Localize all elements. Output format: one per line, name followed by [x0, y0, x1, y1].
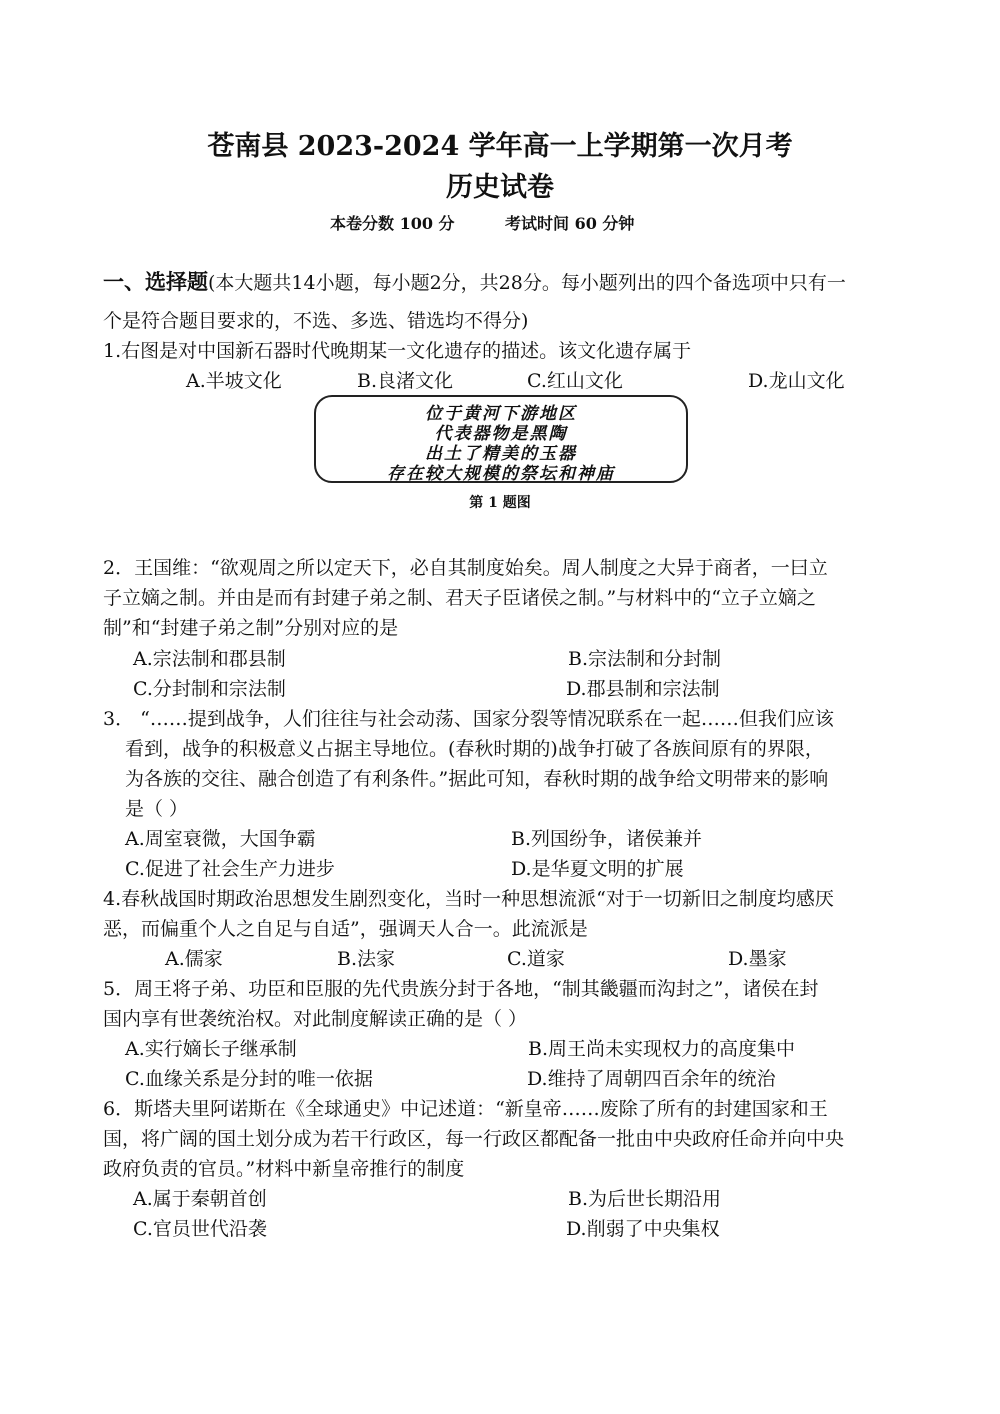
question-2-line-1: 2．王国维：“欲观周之所以定天下，必自其制度始矣。周人制度之大异于商者，一曰立 — [103, 557, 828, 579]
figure-line-4: 存在较大规模的祭坛和神庙 — [387, 464, 615, 484]
question-3-line-2: 看到，战争的积极意义占据主导地位。(春秋时期的)战争打破了各族间原有的界限， — [125, 738, 824, 760]
question-1-option-b: B.良渚文化 — [357, 370, 454, 392]
question-2-line-2: 子立嫡之制。并由是而有封建子弟之制、君天子臣诸侯之制。”与材料中的“立子立嫡之 — [103, 587, 816, 609]
question-1-figure-box — [314, 395, 688, 483]
question-1-option-c: C.红山文化 — [527, 370, 623, 392]
question-5-line-2: 国内享有世袭统治权。对此制度解读正确的是（ ） — [103, 1008, 528, 1030]
question-1-option-a: A.半坡文化 — [186, 370, 282, 392]
question-5-option-b: B.周王尚未实现权力的高度集中 — [528, 1038, 796, 1060]
question-4-line-1: 4.春秋战国时期政治思想发生剧烈变化，当时一种思想流派“对于一切新旧之制度均感厌 — [103, 888, 834, 910]
question-4-line-2: 恶，而偏重个人之自足与自适”，强调天人合一。此流派是 — [103, 918, 588, 940]
question-6-line-1: 6．斯塔夫里阿诺斯在《全球通史》中记述道：“新皇帝……废除了所有的封建国家和王 — [103, 1098, 828, 1120]
question-6-option-a: A.属于秦朝首创 — [133, 1188, 267, 1210]
question-3-option-a: A.周室衰微，大国争霸 — [125, 828, 316, 850]
question-2-line-3: 制”和“封建子弟之制”分别对应的是 — [103, 617, 399, 639]
question-5-line-1: 5．周王将子弟、功臣和臣服的先代贵族分封于各地，“制其畿疆而沟封之”，诸侯在封 — [103, 978, 819, 1000]
question-6-option-d: D.削弱了中央集权 — [566, 1218, 720, 1240]
exam-score: 本卷分数 100 分 — [330, 214, 455, 233]
question-3-option-d: D.是华夏文明的扩展 — [511, 858, 684, 880]
question-6-option-c: C.官员世代沿袭 — [133, 1218, 267, 1240]
section-heading: 一、选择题 — [103, 269, 208, 294]
question-5-option-c: C.血缘关系是分封的唯一依据 — [125, 1068, 373, 1090]
section-intro-line-2: 个是符合题目要求的，不选、多选、错选均不得分) — [103, 310, 529, 332]
question-2-option-b: B.宗法制和分封制 — [568, 648, 722, 670]
question-1-stem: 1.右图是对中国新石器时代晚期某一文化遗存的描述。该文化遗存属于 — [103, 340, 692, 362]
question-4-option-a: A.儒家 — [165, 948, 223, 970]
question-3-option-b: B.列国纷争，诸侯兼并 — [511, 828, 703, 850]
section-intro-line-1 — [103, 266, 846, 296]
question-2-option-c: C.分封制和宗法制 — [133, 678, 286, 700]
question-3-option-c: C.促进了社会生产力进步 — [125, 858, 335, 880]
question-5-option-d: D.维持了周朝四百余年的统治 — [527, 1068, 776, 1090]
question-2-option-a: A.宗法制和郡县制 — [133, 648, 286, 670]
question-6-option-b: B.为后世长期沿用 — [568, 1188, 722, 1210]
figure-line-1: 位于黄河下游地区 — [425, 404, 577, 424]
question-4-option-c: C.道家 — [507, 948, 565, 970]
question-1-option-d: D.龙山文化 — [748, 370, 845, 392]
question-3-line-4: 是（ ） — [125, 798, 189, 820]
question-5-option-a: A.实行嫡长子继承制 — [125, 1038, 297, 1060]
question-6-line-2: 国，将广阔的国土划分成为若干行政区，每一行政区都配备一批由中央政府任命并向中央 — [103, 1128, 845, 1150]
section-intro-text: (本大题共14小题，每小题2分，共28分。每小题列出的四个备选项中只有一 — [208, 272, 846, 294]
question-3-line-3: 为各族的交往、融合创造了有利条件。”据此可知，春秋时期的战争给文明带来的影响 — [125, 768, 829, 790]
question-2-option-d: D.郡县制和宗法制 — [566, 678, 720, 700]
figure-caption: 第 1 题图 — [469, 495, 531, 511]
figure-line-2: 代表器物是黑陶 — [434, 424, 568, 444]
exam-subject: 历史试卷 — [446, 172, 554, 203]
exam-time: 考试时间 60 分钟 — [505, 214, 635, 233]
question-6-line-3: 政府负责的官员。”材料中新皇帝推行的制度 — [103, 1158, 465, 1180]
exam-title: 苍南县 2023-2024 学年高一上学期第一次月考 — [207, 131, 793, 162]
question-3-line-1: 3． “……提到战争，人们往往与社会动荡、国家分裂等情况联系在一起……但我们应该 — [103, 708, 834, 730]
question-4-option-d: D.墨家 — [728, 948, 787, 970]
figure-line-3: 出土了精美的玉器 — [425, 444, 577, 464]
question-4-option-b: B.法家 — [337, 948, 396, 970]
